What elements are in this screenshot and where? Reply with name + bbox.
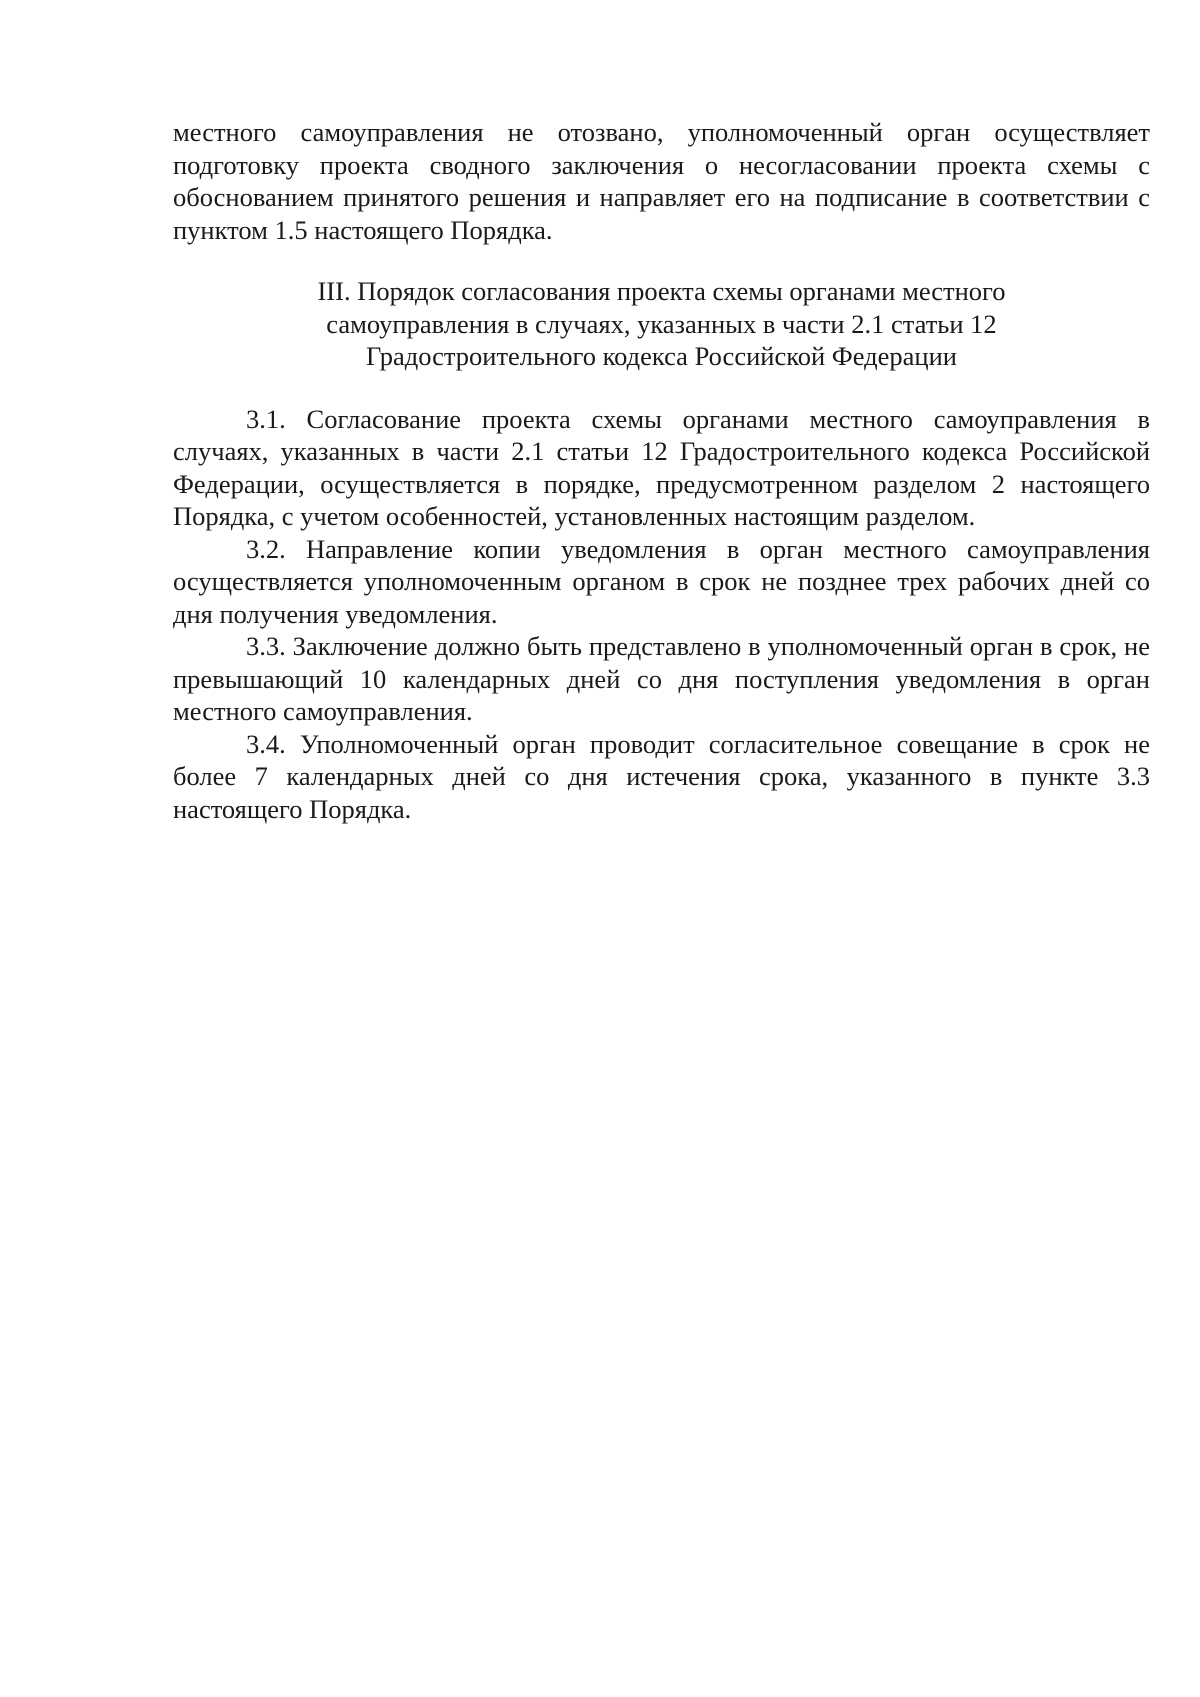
item-3-3: 3.3. Заключение должно быть представлено в уполномоченный орган в срок, не превышающий 10 календарных дней со дня поступления уведомления в орган местного самоуправления.	[173, 631, 1150, 726]
intro-paragraph: местного самоуправления не отозвано, уполномоченный орган осуществляет подготовку проекта сводного заключения о несогласовании проекта схемы с обоснованием принятого решения и направляет его на подписание в соответствии с пунктом 1.5 настоящего Порядка.	[173, 117, 1150, 245]
section-heading	[173, 275, 1150, 373]
item-3-1: 3.1. Согласование проекта схемы органами местного самоуправления в случаях, указанных в части 2.1 статьи 12 Градостроительного кодекса Российской Федерации, осуществляется в порядке, предусмотренном разделом 2 настоящего Порядка, с учетом особенностей, установленных настоящим разделом.	[173, 403, 1150, 531]
section-heading-line-1: III. Порядок согласования проекта схемы органами местного	[317, 276, 1006, 306]
section-heading-line-2: самоуправления в случаях, указанных в части 2.1 статьи 12	[326, 308, 997, 339]
document-body	[173, 116, 1150, 825]
item-3-2: 3.2. Направление копии уведомления в орган местного самоуправления осуществляется уполномоченным органом в срок не позднее трех рабочих дней со дня получения уведомления.	[173, 533, 1150, 629]
item-3-4: 3.4. Уполномоченный орган проводит согласительное совещание в срок не более 7 календарных дней со дня истечения срока, указанного в пункте 3.3 настоящего Порядка.	[173, 728, 1150, 824]
section-heading-line-3: Градостроительного кодекса Российской Федерации	[366, 341, 957, 371]
